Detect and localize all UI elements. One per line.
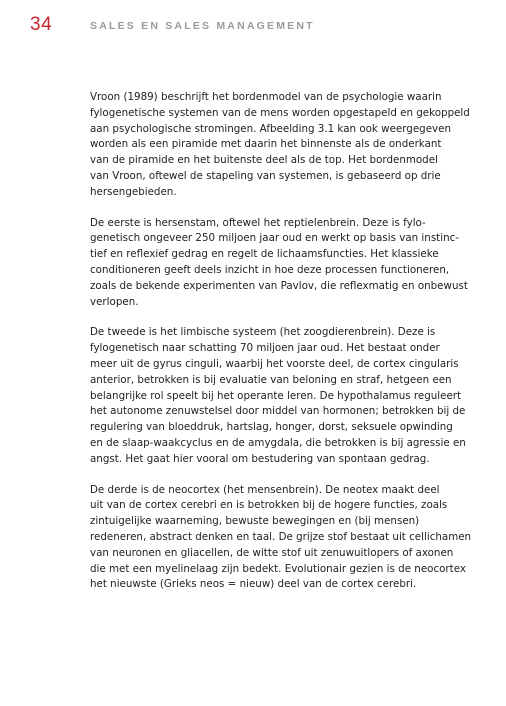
text-line: van de piramide en het buitenste deel als de top. Het bordenmodel: [90, 154, 438, 167]
text-line: belangrijke rol speelt bij het operante leren. De hypothalamus reguleert: [90, 389, 462, 402]
text-line: De derde is de neocortex (het mensenbrein). De neotex maakt deel: [90, 483, 440, 496]
text-line: De tweede is het limbische systeem (het zoogdierenbrein). Deze is: [90, 326, 436, 339]
text-line: die met een myelinelaag zijn bedekt. Evolutionair gezien is de neocortex: [90, 562, 466, 575]
text-line: aan psychologische stromingen. Afbeelding 3.1 kan ook weergegeven: [90, 122, 452, 135]
text-line: het nieuwste (Grieks neos = nieuw) deel van de cortex cerebri.: [90, 578, 417, 591]
text-line: worden als een piramide met daarin het binnenste als de onderkant: [90, 138, 442, 151]
text-line: van neuronen en gliacellen, de witte stof uit zenuwuitlopers of axonen: [90, 546, 454, 559]
text-line: van Vroon, oftewel de stapeling van systemen, is gebaseerd op drie: [90, 169, 441, 182]
text-line: redeneren, abstract denken en taal. De grijze stof bestaat uit cellichamen: [90, 530, 472, 543]
text-line: hersengebieden.: [90, 185, 177, 198]
text-line: verlopen.: [90, 295, 139, 308]
text-line: genetisch ongeveer 250 miljoen jaar oud en werkt op basis van instinc-: [90, 232, 459, 245]
text-line: Vroon (1989) beschrijft het bordenmodel van de psychologie waarin: [90, 91, 442, 103]
text-line: regulering van bloeddruk, hartslag, honger, dorst, seksuele opwinding: [90, 421, 453, 434]
body-text: [90, 90, 472, 608]
text-line: meer uit de gyrus cinguli, waarbij het voorste deel, de cortex cingularis: [90, 357, 459, 370]
text-line: anterior, betrokken is bij evaluatie van beloning en straf, hetgeen een: [90, 373, 452, 386]
text-line: het autonome zenuwstelsel door middel van hormonen; betrokken bij de: [90, 405, 466, 418]
page-number: 34: [30, 14, 53, 35]
text-line: conditioneren geeft deels inzicht in hoe deze processen functioneren,: [90, 263, 450, 276]
text-line: zoals de bekende experimenten van Pavlov, die reflexmatig en onbewust: [90, 279, 468, 292]
text-line: en de slaap-waakcyclus en de amygdala, die betrokken is bij agressie en: [90, 436, 466, 449]
paragraph-4: [90, 483, 472, 594]
text-line: zintuigelijke waarneming, bewuste bewegingen en (bij mensen): [90, 515, 420, 528]
running-header: SALES EN SALES MANAGEMENT: [90, 20, 315, 32]
paragraph-2: [90, 216, 468, 311]
paragraph-1: [90, 90, 470, 201]
text-line: tief en reflexief gedrag en regelt de lichaamsfuncties. Het klassieke: [90, 248, 439, 261]
text-line: fylogenetisch naar schatting 70 miljoen jaar oud. Het bestaat onder: [90, 342, 440, 355]
text-line: fylogenetische systemen van de mens worden opgestapeld en gekoppeld: [90, 106, 470, 119]
paragraph-3: [90, 325, 466, 467]
text-line: uit van de cortex cerebri en is betrokken bij de hogere functies, zoals: [90, 499, 448, 512]
text-line: De eerste is hersenstam, oftewel het reptielenbrein. Deze is fylo-: [90, 216, 426, 229]
text-line: angst. Het gaat hier vooral om bestudering van spontaan gedrag.: [90, 452, 430, 465]
